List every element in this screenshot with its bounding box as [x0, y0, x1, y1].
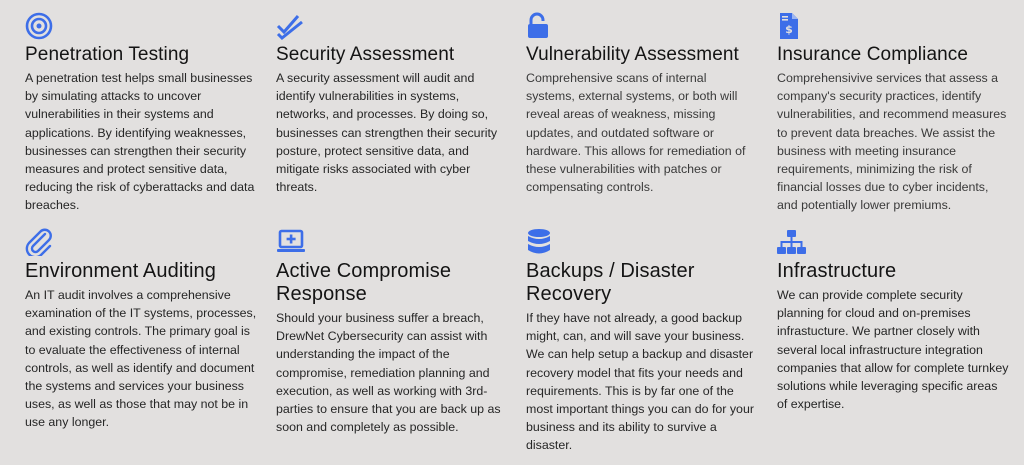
service-card-infrastructure	[777, 228, 1009, 413]
service-card-backups-disaster-recovery	[526, 228, 758, 455]
service-description: Comprehensivive services that assess a company's security practices, identify vulnerabilities, and recommend measures to prevent data breaches. We assist the business with meeting insurance requirements, minimizing the risk of financial losses due to cyber incidents, and potentially lower premiums.	[777, 71, 1007, 213]
double-check-icon	[276, 12, 306, 40]
service-description: A security assessment will audit and identify vulnerabilities in systems, networks, and processes. By doing so, businesses can strengthen their security posture, protect sensitive data, and mitigate risks associated with cyber threats.	[276, 71, 498, 195]
service-title: Insurance Compliance	[777, 44, 969, 65]
service-description: Comprehensive scans of internal systems, external systems, or both will reveal areas of weakness, missing updates, and outdated software or hardware. This allows for remediation of these vulnerabilities with patches or compensating controls.	[526, 71, 746, 195]
svg-text:$: $	[785, 23, 793, 36]
paperclip-icon	[25, 228, 55, 256]
service-card-vulnerability-assessment	[526, 12, 758, 196]
service-title: Vulnerability Assessment	[526, 44, 739, 65]
target-icon	[25, 12, 55, 40]
service-description: If they have not already, a good backup might, can, and will save your business. We can help setup a backup and disaster recovery model that fits your needs and requirements. This is by far one of the most important things you can do for your business and its ability to survive a disaster.	[526, 311, 754, 453]
service-title: Security Assessment	[276, 44, 455, 65]
unlock-icon	[526, 12, 556, 40]
service-card-security-assessment	[276, 12, 508, 196]
service-description: Should your business suffer a breach, DrewNet Cybersecurity can assist with understanding the impact of the compromise, remediation planning and execution, as well as working with 3rd-parties to ensure that you are back up as soon and completely as possible.	[276, 311, 501, 435]
service-description: An IT audit involves a comprehensive examination of the IT systems, processes, and existing controls. The primary goal is to evaluate the effectiveness of internal controls, as well as identify and document the systems and services your business uses, as well as those that may not be in use any longer.	[25, 288, 257, 430]
service-title: Penetration Testing	[25, 44, 190, 65]
service-title: Infrastructure	[777, 260, 897, 282]
service-card-active-compromise-response	[276, 228, 508, 436]
service-title: Active Compromise Response	[276, 260, 452, 305]
service-description: A penetration test helps small businesses by simulating attacks to uncover vulnerabilities in their systems and applications. By identifying weaknesses, businesses can strengthen their security measures and protect sensitive data, reducing the risk of cyberattacks and data breaches.	[25, 71, 255, 213]
service-title: Backups / Disaster Recovery	[526, 260, 695, 305]
sitemap-icon	[777, 228, 807, 256]
service-card-insurance-compliance	[777, 12, 1009, 215]
service-title: Environment Auditing	[25, 260, 217, 282]
service-card-environment-auditing	[25, 228, 257, 432]
invoice-dollar-icon	[777, 12, 807, 40]
service-description: We can provide complete security planning for cloud and on-premises infrastucture. We partner closely with several local infrastructure integration companies that allow for complete turnkey solutions while leveraging specific areas of expertise.	[777, 288, 1009, 412]
database-icon	[526, 228, 556, 256]
service-card-penetration-testing	[25, 12, 257, 215]
laptop-medical-icon	[276, 228, 306, 256]
